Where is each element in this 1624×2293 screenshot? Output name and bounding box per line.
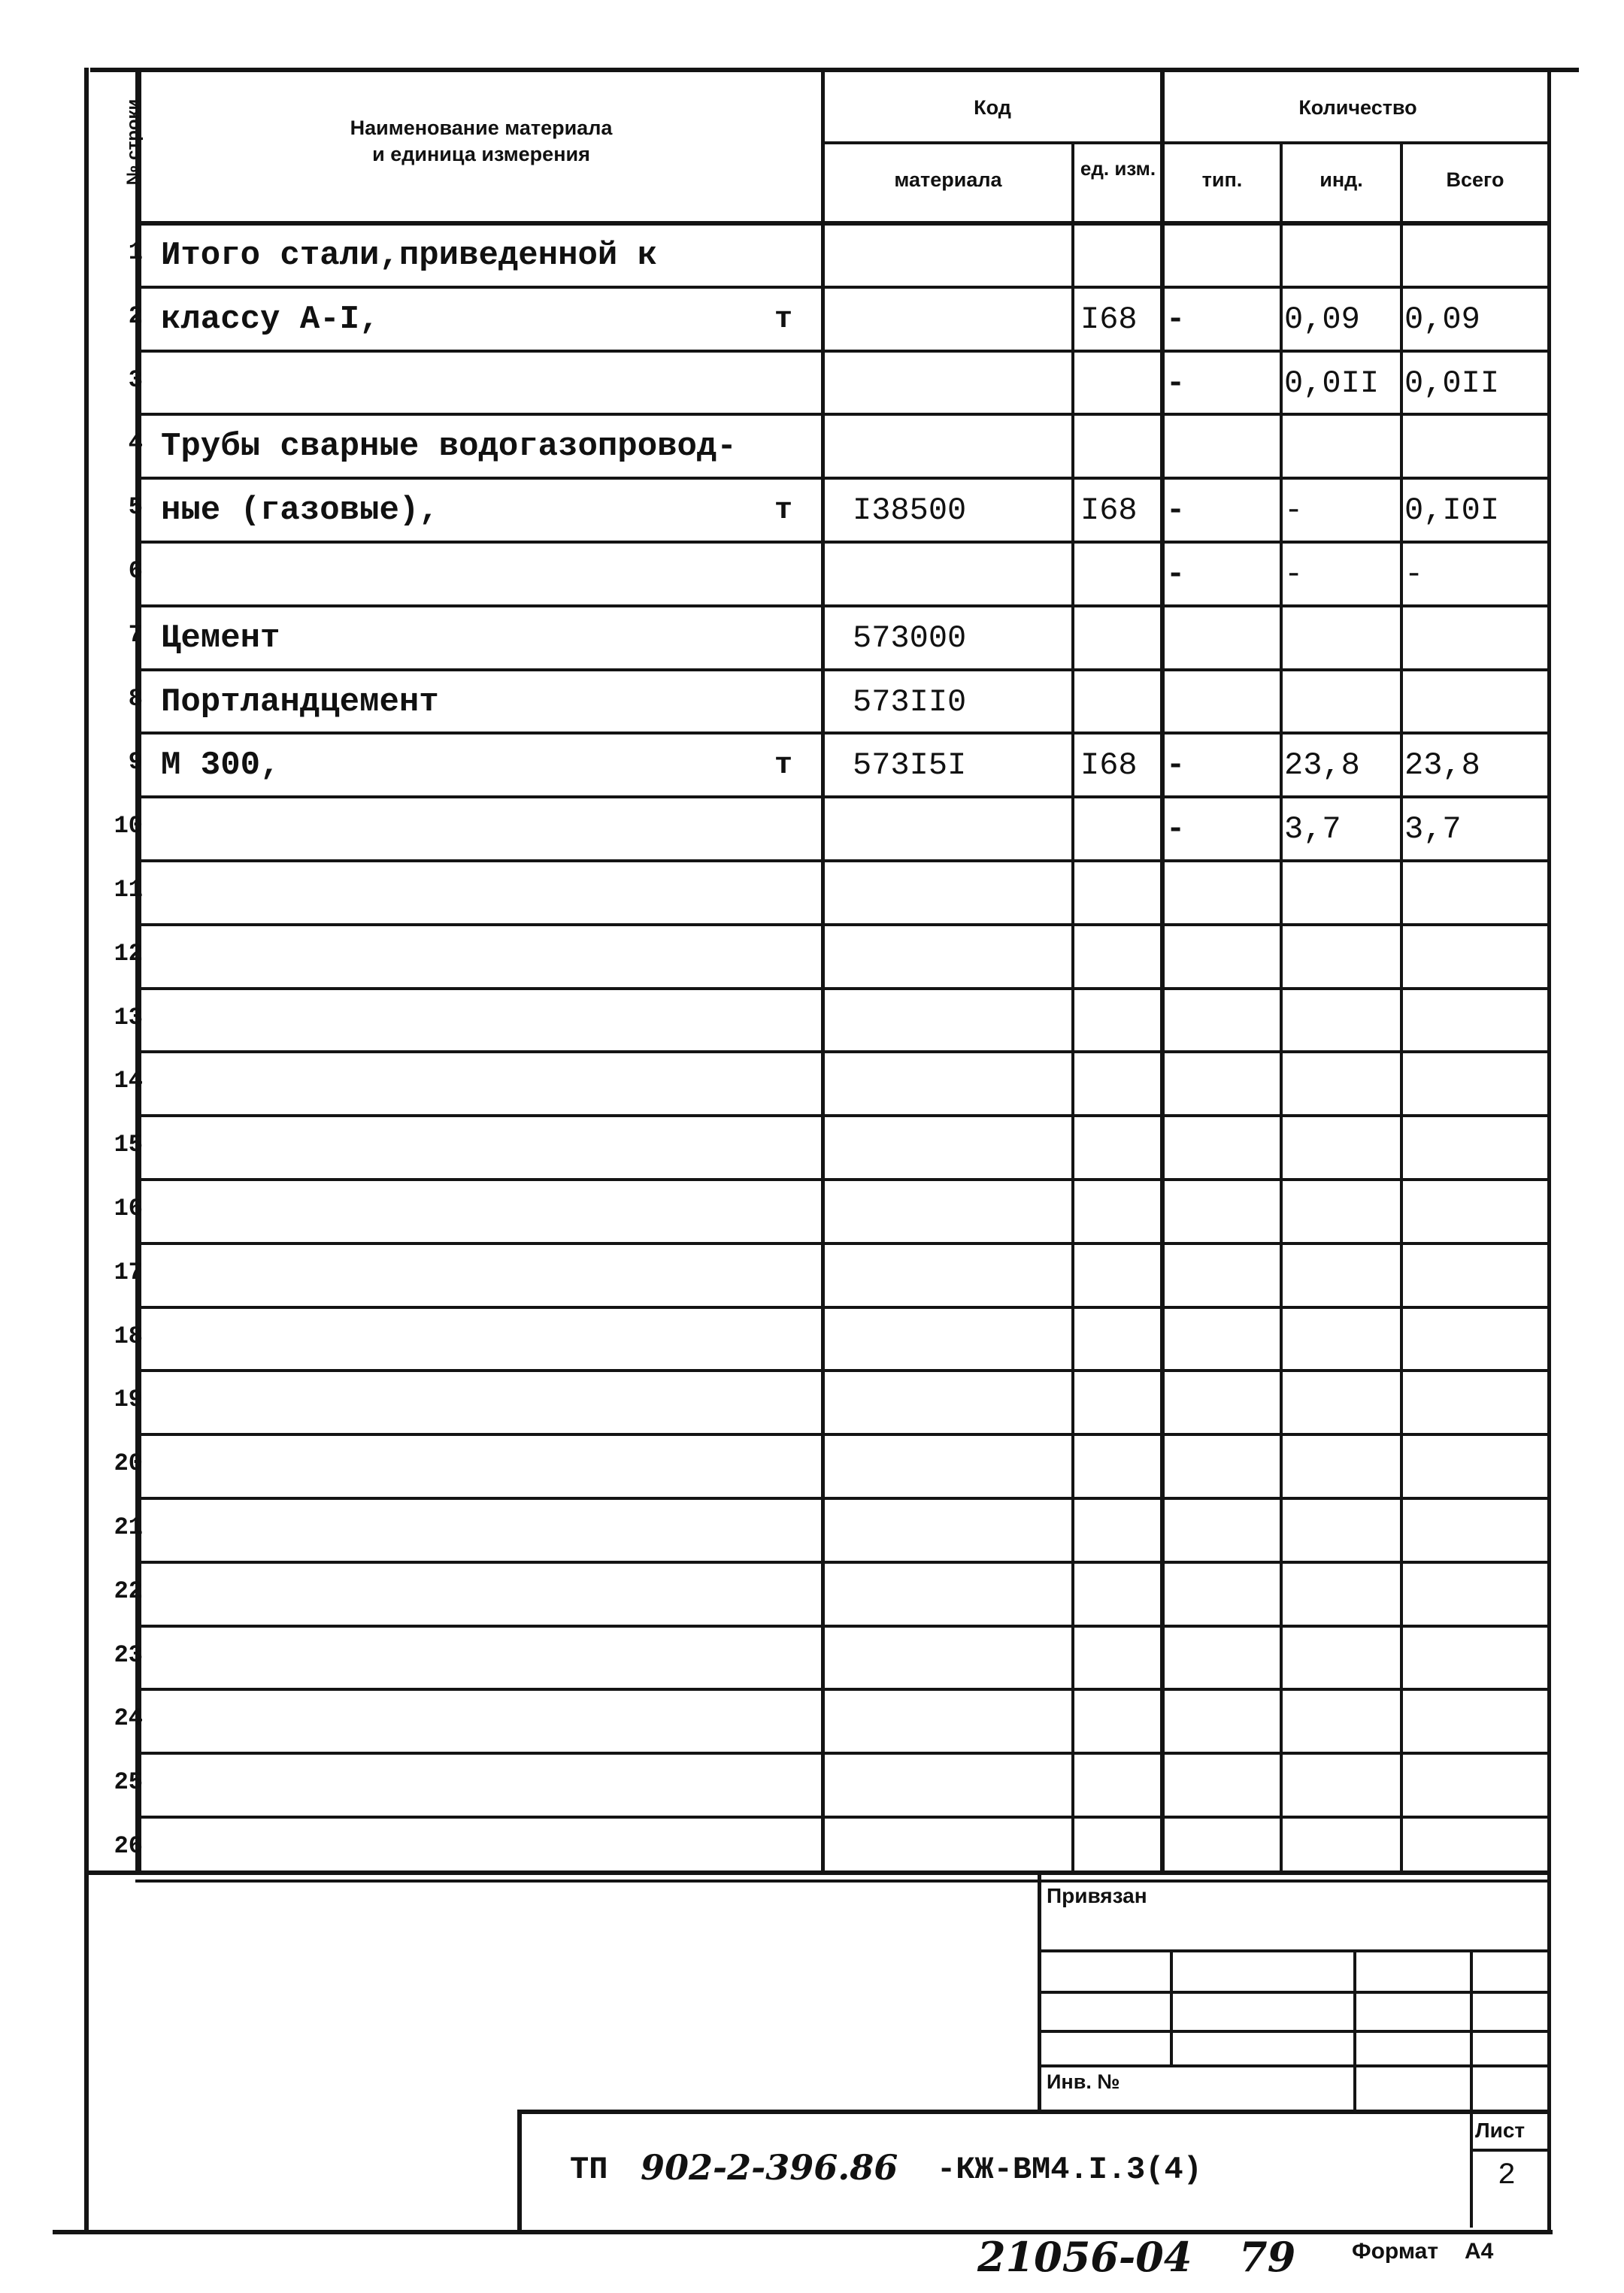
qty-total: 23,8 — [1404, 747, 1480, 783]
stamp-vert-2 — [1353, 1949, 1356, 2111]
material-name: Цемент — [161, 619, 280, 657]
row-divider — [135, 987, 1551, 990]
row-number: 11 — [114, 876, 143, 904]
qty-individual: 0,09 — [1284, 301, 1360, 338]
col-line-name — [821, 68, 825, 1872]
qty-typical: - — [1166, 365, 1186, 401]
material-name: классу А-I, — [161, 301, 380, 338]
row-number: 21 — [114, 1513, 143, 1541]
qty-total: 0,I0I — [1404, 492, 1500, 529]
row-divider — [135, 1178, 1551, 1181]
col-line-code-unit — [1160, 68, 1165, 1872]
privyazan-label: Привязан — [1047, 1884, 1147, 1907]
qty-total-header: Всего — [1446, 168, 1504, 191]
col-line-typ — [1280, 143, 1283, 1872]
title-block-top-line — [519, 2110, 1551, 2114]
frame-right-line — [1547, 68, 1551, 2233]
doc-prefix: ТП — [570, 2152, 608, 2188]
row-number: 5 — [128, 493, 143, 521]
qty-typical: - — [1166, 556, 1186, 592]
row-number: 10 — [114, 812, 143, 840]
row-divider — [135, 1625, 1551, 1628]
stamp-vert-3 — [1470, 1949, 1473, 2228]
name-header-line1: Наименование материала — [350, 117, 613, 139]
row-divider — [135, 1369, 1551, 1372]
sheet-label: Лист — [1475, 2119, 1526, 2142]
row-number: 24 — [114, 1704, 143, 1732]
row-divider — [135, 1114, 1551, 1117]
qty-individual: - — [1284, 492, 1304, 529]
row-divider — [135, 1497, 1551, 1500]
row-number: 9 — [128, 748, 143, 776]
footer-handwritten-page: 79 — [1239, 2233, 1296, 2281]
row-number: 22 — [114, 1577, 143, 1605]
row-divider — [135, 1561, 1551, 1564]
row-number: 4 — [128, 429, 143, 457]
material-unit: т — [774, 494, 793, 528]
unit-code: I68 — [1080, 492, 1138, 529]
col-line-code-material — [1071, 143, 1074, 1872]
row-number: 13 — [114, 1004, 143, 1031]
code-header: Код — [974, 96, 1011, 119]
qty-total: 3,7 — [1404, 811, 1462, 847]
row-divider — [135, 1880, 1551, 1883]
quantity-header: Количество — [1298, 96, 1417, 119]
material-unit: т — [774, 303, 793, 337]
row-divider — [135, 923, 1551, 926]
stamp-top-line — [84, 1870, 1551, 1875]
row-number: 12 — [114, 940, 143, 968]
row-number: 8 — [128, 685, 143, 713]
material-name: Трубы сварные водогазопровод- — [161, 428, 737, 465]
stamp-line-4 — [1039, 2064, 1551, 2067]
qty-individual: - — [1284, 556, 1304, 592]
code-unit-header: ед. изм. — [1080, 157, 1156, 180]
row-number: 7 — [128, 621, 143, 649]
stamp-line-2 — [1039, 1991, 1551, 1994]
qty-typical: - — [1166, 811, 1186, 847]
material-code: 573I5I — [853, 747, 967, 783]
stamp-line-1 — [1039, 1949, 1551, 1952]
row-number: 17 — [114, 1259, 143, 1286]
title-block-left-line — [517, 2110, 522, 2233]
qty-individual: 3,7 — [1284, 811, 1341, 847]
doc-number-handwritten: 902-2-396.86 — [641, 2147, 898, 2188]
material-name: М 300, — [161, 747, 280, 784]
frame-bottom-line — [53, 2230, 1553, 2234]
material-name: Итого стали,приведенной к — [161, 237, 658, 274]
format-label: Формат — [1352, 2239, 1439, 2264]
format-value: А4 — [1465, 2239, 1494, 2264]
row-number: 1 — [128, 238, 143, 266]
inv-number-label: Инв. № — [1047, 2070, 1120, 2093]
qty-typical: - — [1166, 492, 1186, 529]
qty-typ-header: тип. — [1201, 168, 1243, 191]
row-divider — [135, 1050, 1551, 1053]
row-number: 19 — [114, 1386, 143, 1413]
row-divider — [135, 1433, 1551, 1436]
material-code: I38500 — [853, 492, 967, 529]
header-mid-line — [823, 141, 1551, 144]
code-material-header: материала — [894, 168, 1002, 191]
row-number: 26 — [114, 1832, 143, 1860]
row-number: 20 — [114, 1449, 143, 1477]
material-name: ные (газовые), — [161, 492, 439, 529]
material-code: 573000 — [853, 620, 967, 656]
footer-handwritten-number: 21056-04 — [977, 2233, 1192, 2281]
row-number: 6 — [128, 557, 143, 585]
unit-code: I68 — [1080, 301, 1138, 338]
row-divider — [135, 604, 1551, 607]
row-divider — [135, 1816, 1551, 1819]
row-divider — [135, 1688, 1551, 1691]
qty-total: 0,0II — [1404, 365, 1500, 401]
sheet-box-line — [1471, 2149, 1551, 2152]
row-number: 2 — [128, 302, 143, 330]
doc-designation: -КЖ-ВМ4.I.3(4) — [937, 2152, 1202, 2188]
unit-code: I68 — [1080, 747, 1138, 783]
row-number-header: № строки — [123, 98, 144, 186]
frame-top-line — [90, 68, 1579, 72]
qty-ind-header: инд. — [1320, 168, 1363, 191]
qty-total: 0,09 — [1404, 301, 1480, 338]
row-divider — [135, 1306, 1551, 1309]
qty-typical: - — [1166, 301, 1186, 338]
qty-typical: - — [1166, 747, 1186, 783]
qty-individual: 23,8 — [1284, 747, 1360, 783]
stamp-vert-1 — [1170, 1949, 1173, 2067]
row-number: 23 — [114, 1641, 143, 1669]
row-number: 14 — [114, 1067, 143, 1095]
row-divider — [135, 1242, 1551, 1245]
row-number: 25 — [114, 1768, 143, 1796]
material-unit: т — [774, 749, 793, 783]
name-header-line2: и единица измерения — [372, 143, 590, 165]
qty-total: - — [1404, 556, 1424, 592]
row-number: 3 — [128, 366, 143, 394]
qty-individual: 0,0II — [1284, 365, 1380, 401]
row-number: 15 — [114, 1131, 143, 1159]
row-number: 18 — [114, 1322, 143, 1350]
material-name: Портландцемент — [161, 683, 439, 721]
row-divider — [135, 1752, 1551, 1755]
material-code: 573II0 — [853, 684, 967, 720]
sheet-number: 2 — [1498, 2159, 1516, 2193]
row-number: 16 — [114, 1195, 143, 1222]
col-line-ind — [1400, 143, 1403, 1872]
stamp-line-3 — [1039, 2030, 1551, 2033]
